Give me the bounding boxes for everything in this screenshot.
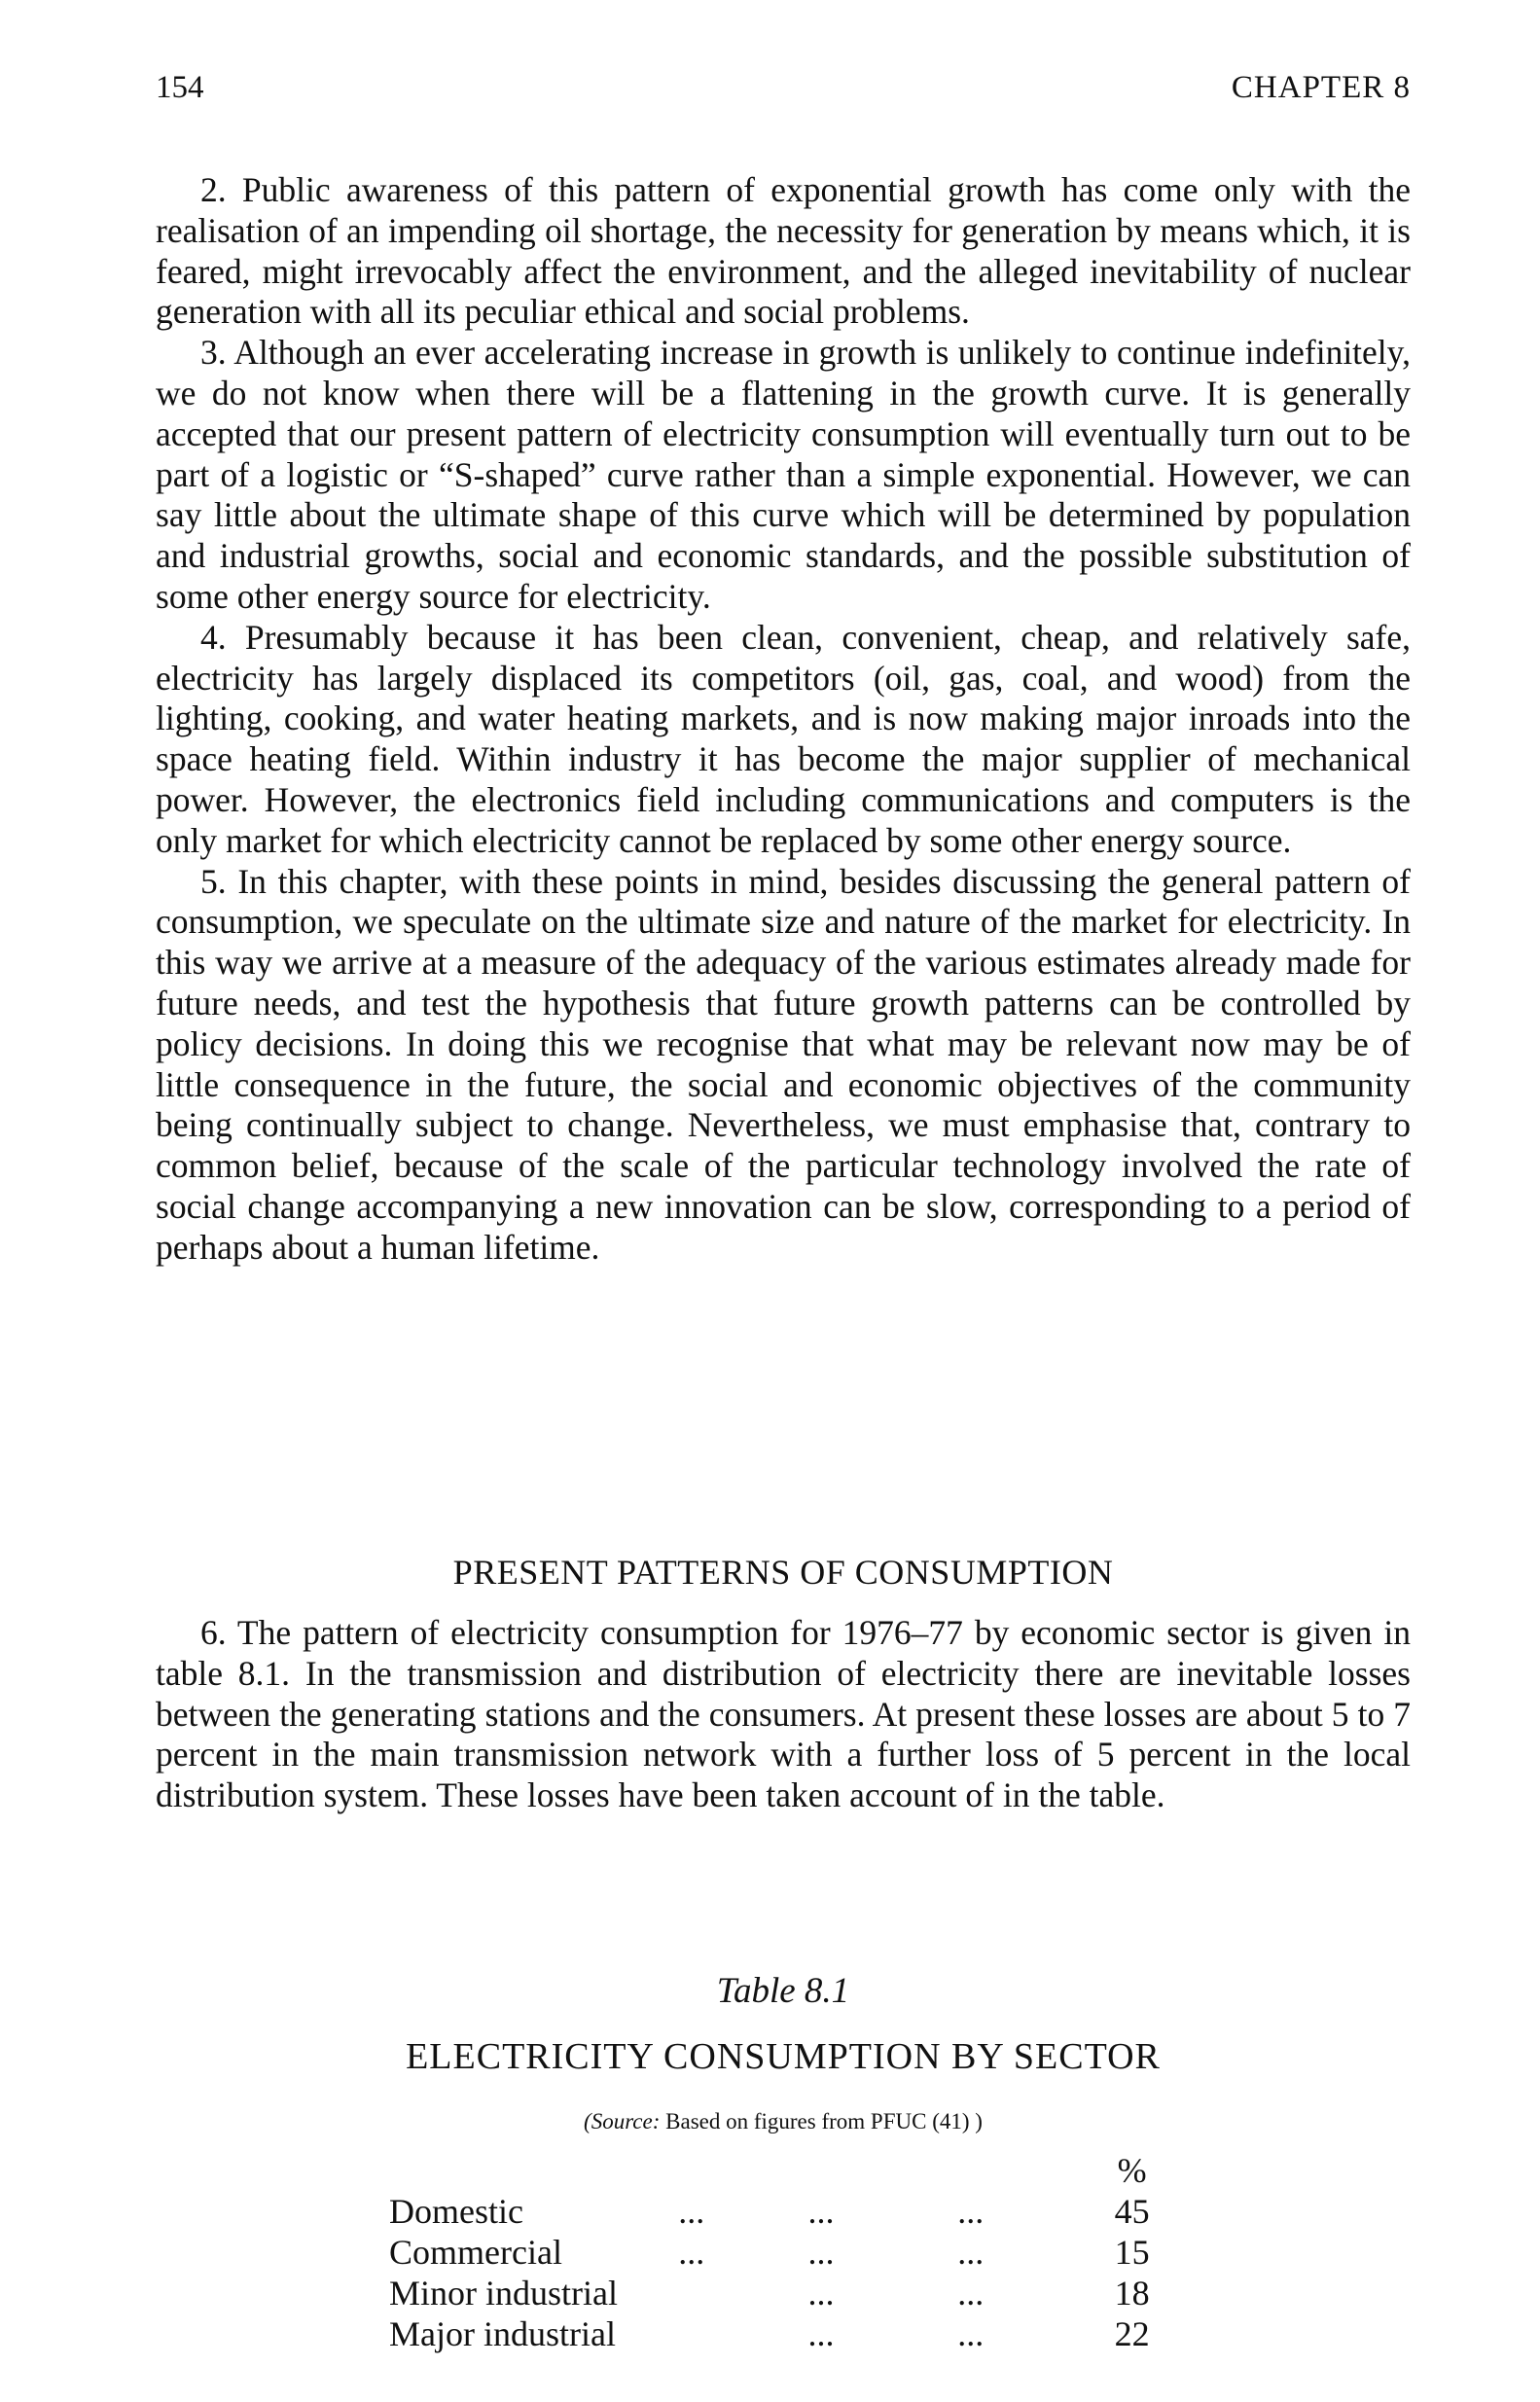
table-source-prefix: (Source: xyxy=(584,2109,661,2133)
section-text xyxy=(156,1613,1411,1816)
paragraph-6: 6. The pattern of electricity consumption for 1976–77 by economic sector is given in table 8.1. In the transmission and distribution of electricity there are inevitable losses between the generating stations and the consumers. At present these losses are about 5 to 7 percent in the main transmission network with a further loss of 5 percent in the local distribution system. These losses have been taken account of in the table. xyxy=(156,1613,1411,1815)
body-text xyxy=(156,170,1411,1269)
table-row xyxy=(389,2273,1187,2313)
leader-dots: ... xyxy=(807,2314,835,2353)
table-title: ELECTRICITY CONSUMPTION BY SECTOR xyxy=(406,2036,1161,2077)
sector-name: Domestic xyxy=(389,2192,523,2231)
leader-dots xyxy=(678,2313,807,2354)
table-label: Table 8.1 xyxy=(716,1971,850,2011)
sector-name: Commercial xyxy=(389,2233,562,2272)
leader-dots xyxy=(678,2273,807,2313)
leader-dots: ... xyxy=(957,2233,985,2272)
sector-percent: 45 xyxy=(1114,2192,1150,2231)
consumption-table xyxy=(389,2150,1187,2354)
unit-header: % xyxy=(1117,2151,1147,2190)
table-header-row xyxy=(389,2150,1187,2191)
sector-name: Minor industrial xyxy=(389,2274,618,2312)
leader-dots: ... xyxy=(807,2233,835,2272)
table-row xyxy=(389,2191,1187,2232)
page-number: 154 xyxy=(156,70,204,105)
table-source xyxy=(156,2109,1411,2134)
paragraph-4: 4. Presumably because it has been clean, convenient, cheap, and relatively safe, electricity has largely displaced its competitors (oil, gas, coal, and wood) from the lighting, cooking, and water heating markets, and is now making major inroads into the space heating field. Within industry it has become the major supplier of mechanical power. However, the electronics field including communications and computers is the only market for which electricity cannot be replaced by some other energy source. xyxy=(156,617,1411,860)
leader-dots: ... xyxy=(807,2274,835,2312)
table-row xyxy=(389,2232,1187,2273)
sector-percent: 22 xyxy=(1114,2314,1150,2353)
table-source-text: Based on figures from PFUC (41) ) xyxy=(660,2109,983,2133)
chapter-label: CHAPTER 8 xyxy=(1231,70,1411,105)
table-row xyxy=(389,2313,1187,2354)
leader-dots: ... xyxy=(957,2192,985,2231)
paragraph-3: 3. Although an ever accelerating increase in growth is unlikely to continue indefinitely, we do not know when there will be a flattening in the growth curve. It is generally accepted that our present pattern of electricity consumption will eventually turn out to be part of a logistic or “S-shaped” curve rather than a simple exponential. However, we can say little about the ultimate shape of this curve which will be determined by population and industrial growths, social and economic standards, and the possible substitution of some other energy source for electricity. xyxy=(156,333,1411,616)
leader-dots: ... xyxy=(678,2233,705,2272)
section-heading: PRESENT PATTERNS OF CONSUMPTION xyxy=(452,1553,1114,1592)
paragraph-2: 2. Public awareness of this pattern of exponential growth has come only with the realisation of an impending oil shortage, the necessity for generation by means which, it is feared, might irrevocably affect the environment, and the alleged inevitability of nuclear generation with all its peculiar ethical and social problems. xyxy=(156,170,1411,332)
sector-name: Major industrial xyxy=(389,2314,616,2353)
sector-percent: 18 xyxy=(1114,2274,1150,2312)
page-header xyxy=(156,70,1411,119)
sector-percent: 15 xyxy=(1114,2233,1150,2272)
leader-dots: ... xyxy=(807,2192,835,2231)
leader-dots: ... xyxy=(678,2192,705,2231)
leader-dots: ... xyxy=(957,2314,985,2353)
paragraph-5: 5. In this chapter, with these points in mind, besides discussing the general pattern of consumption, we speculate on the ultimate size and nature of the market for electricity. In this way we arrive at a measure of the adequacy of the various estimates already made for future needs, and test the hypothesis that future growth patterns can be controlled by policy decisions. In doing this we recognise that what may be relevant now may be of little consequence in the future, the social and economic objectives of the community being continually subject to change. Nevertheless, we must emphasise that, contrary to common belief, because of the scale of the particular technology involved the rate of social change accompanying a new innovation can be slow, corresponding to a period of perhaps about a human lifetime. xyxy=(156,861,1411,1267)
leader-dots: ... xyxy=(957,2274,985,2312)
